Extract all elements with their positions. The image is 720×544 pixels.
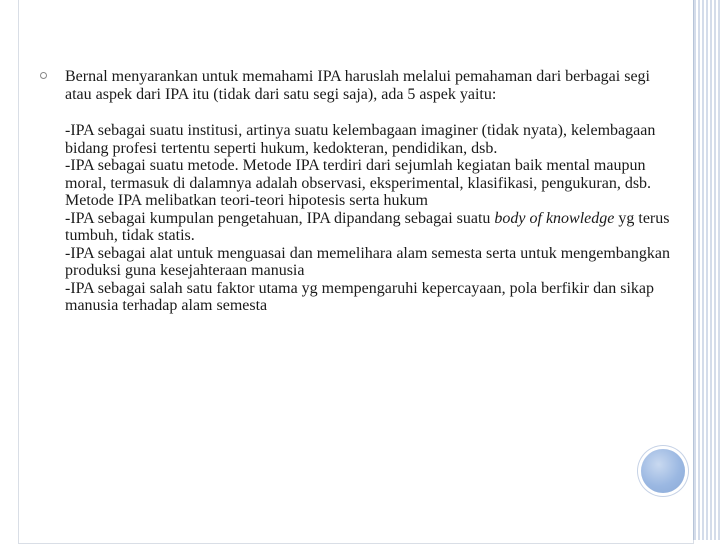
aspect-institution: -IPA sebagai suatu institusi, artinya suatu kelembagaan imaginer (tidak nyata), kelembagaan bidang profesi tertentu seperti hukum, kedokteran, pendidikan, dsb. — [65, 122, 656, 157]
decorative-stripes — [694, 0, 720, 540]
bullet-icon — [40, 72, 47, 79]
aspect-factor: -IPA sebagai salah satu faktor utama yg mempengaruhi kepercayaan, pola berfikir dan sikap manusia terhadap alam semesta — [65, 279, 654, 314]
aspect-method: -IPA sebagai suatu metode. Metode IPA terdiri dari sejumlah kegiatan baik mental maupun moral, termasuk di dalamnya adalah observasi, eksperimental, klasifikasi, pengukuran, dsb. Metode IPA melibatkan teori-teori hipotesis serta hukum — [65, 157, 652, 209]
bullet-item — [37, 68, 677, 103]
intro-text: Bernal menyarankan untuk memahami IPA haruslah melalui pemahaman dari berbagai segi atau aspek dari IPA itu (tidak dari satu segi saja), ada 5 aspek yaitu: — [65, 68, 650, 103]
aspect-knowledge-term: body of knowledge — [494, 209, 615, 227]
slide-body — [37, 68, 677, 315]
aspect-knowledge — [65, 210, 677, 245]
aspect-list — [37, 122, 677, 315]
aspect-knowledge-text: -IPA sebagai kumpulan pengetahuan, IPA dipandang sebagai suatu — [65, 209, 495, 227]
aspect-tool: -IPA sebagai alat untuk menguasai dan memelihara alam semesta serta untuk mengembangkan produksi guna kesejahteraan manusia — [65, 244, 670, 279]
aspect-knowledge-text-end: yg terus tumbuh, tidak statis. — [65, 209, 670, 244]
decorative-circle — [641, 449, 685, 493]
